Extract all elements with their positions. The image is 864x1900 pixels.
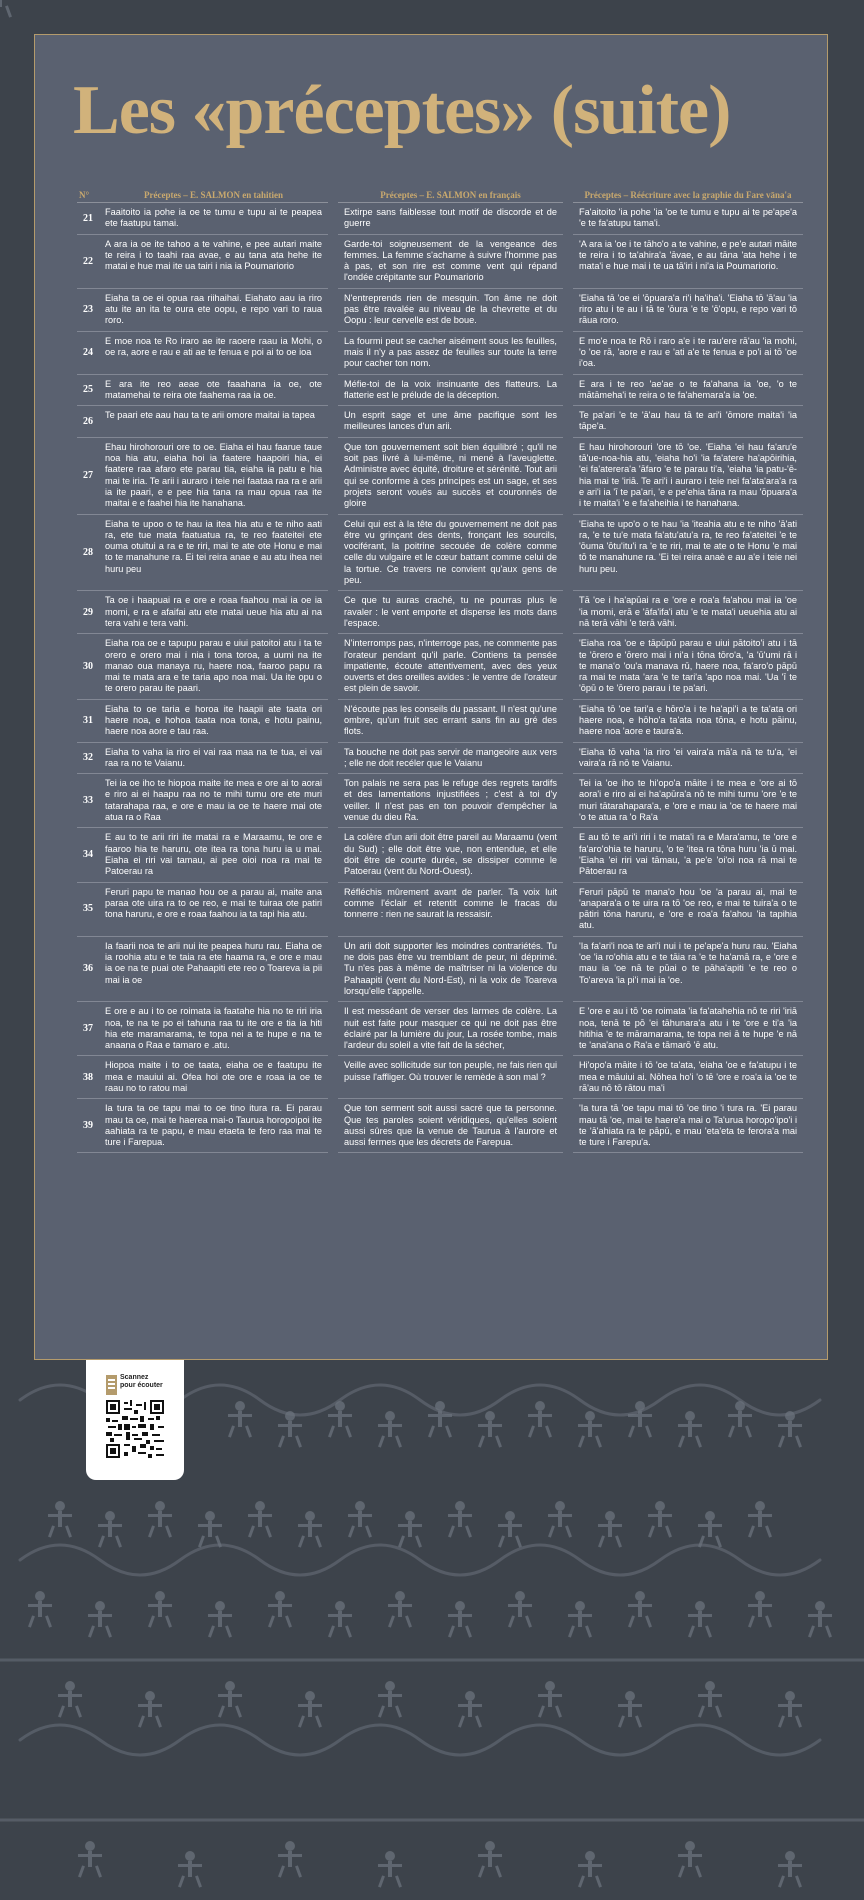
precept-reecriture: 'Eiaha tō 'oe tari'a e hōro'a i te ha'api'i a te ta'ata ori haere noa, e hōho'a ta'ata noa tōna, e hotu pāinu, haere noa 'aore e taura'a. bbox=[568, 699, 803, 742]
precept-number: 33 bbox=[77, 774, 99, 828]
table-row bbox=[77, 591, 803, 634]
precept-tahitien: Ia faarii noa te arii nui ite peapea huru rau. Eiaha oe ia roohia atu e te taia ra ete haama ra, e ore e mau ia oe na te puai ote Pahaapiti ete reo o Toareva ia pii mai ia oe bbox=[99, 936, 333, 1001]
table-row bbox=[77, 288, 803, 331]
table-row bbox=[77, 936, 803, 1001]
table-row bbox=[77, 234, 803, 288]
precept-tahitien: Eiaha to vaha ia riro ei vai raa maa na te tua, ei vai raa ra no te Vaianu. bbox=[99, 742, 333, 774]
precept-number: 30 bbox=[77, 634, 99, 699]
precept-francais: Ta bouche ne doit pas servir de mangeoire aux vers ; elle ne doit recéler que le Vaianu bbox=[333, 742, 568, 774]
precept-number: 24 bbox=[77, 331, 99, 374]
precept-number: 29 bbox=[77, 591, 99, 634]
precepts-table bbox=[77, 187, 803, 1153]
table-row bbox=[77, 203, 803, 235]
table-row bbox=[77, 742, 803, 774]
precept-francais: Que ton gouvernement soit bien équilibré ; qu'il ne soit pas livré à lui-même, ni mené à l'aveuglette. Administre avec équité, droiture et sérénité. Tout arii qui se conforme à ces principes est un sage, et ses projets seront voués au succès et couronnés de gloire bbox=[333, 437, 568, 514]
precept-francais: N'écoute pas les conseils du passant. Il n'est qu'une ombre, qu'un fruit sec errant sans fin au gré des flots. bbox=[333, 699, 568, 742]
precept-tahitien: Eiaha te upoo o te hau ia itea hia atu e te niho aati ra, ete tue mata faatuatua ra, te reo faateitei ete ouma otuitui a ra e te riri, mai te ate ote Honu e mai to te manahune ra. Ei tei reira anae e au atu ihea nei huru peu bbox=[99, 514, 333, 591]
precept-reecriture: 'Eiaha roa 'oe e tāpūpū parau e uiui pātoito'i atu i tā te 'ōrero e 'ōrero mai i ni'a i tōna tōro'a, 'a 'ū'umi rā i te manaʻo 'ou'a manava rū, haere noa, fa'aro'o pāpū ra mai te mata 'ara 'e te tari'a 'apo noa mai. 'Ua 'ī te 'ōpū o te 'ōrero parau i te pa'ari. bbox=[568, 634, 803, 699]
precept-tahitien: Ta oe i haapuai ra e ore e roaa faahou mai ia oe ia momi, e ra e afaifai atu ete matai ueue hia atu ai na tera vahi e tera vahi. bbox=[99, 591, 333, 634]
precept-reecriture: 'Ia tura tā 'oe tapu mai tō 'oe tino 'i tura ra. 'Ei parau mau tā 'oe, mai te haere'a mai o Ta'urua horopo'ipo'i i te 'ā'ahiata ra te pāpū, e mau 'eta'eta te ferora'a mai te ture i Farepu'a. bbox=[568, 1099, 803, 1153]
qr-label bbox=[120, 1374, 180, 1390]
precept-francais: Garde-toi soigneusement de la vengeance des femmes. La femme s'acharne à suivre l'homme pas à pas, et son rire est comme vent qui répand l'ondée crépitante sur Poumariorio bbox=[333, 234, 568, 288]
precept-reecriture: E au tō te ari'i riri i te mata'i ra e Mara'amu, te 'ore e fa'aro'ohia te haruru, 'o te 'itea ra tōna huru 'ia ū mai. 'Eiaha 'ei riri vai tāmau, 'a pe'e 'oi'oi noa rā mai te Pātoerau ra bbox=[568, 828, 803, 882]
precept-tahitien: E au to te arii riri ite matai ra e Maraamu, te ore e faaroo hia te haruru, ote itea ra tona huru ia u mai. Eiaha ei riri vai tamau, ai pee oioi noa ra mai te Patoerau ra bbox=[99, 828, 333, 882]
precept-reecriture: E ara i te reo 'ae'ae o te fa'ahana ia 'oe, 'o te mātāmeha'i te reira o te fa'ahemara'a ia 'oe. bbox=[568, 374, 803, 406]
precept-francais: N'entreprends rien de mesquin. Ton âme ne doit pas être ravalée au niveau de la chevrette et du Oopu : leur cervelle est de boue. bbox=[333, 288, 568, 331]
precept-reecriture: E hau hirohorouri 'ore tō 'oe. 'Eiaha 'ei hau fa'aru'e tā'ue-noa-hia atu, 'eiaha ho'i 'ia fa'atere ha'apōirihia, 'ei fa'aterera'a 'āfaro 'e te parau ti'a, 'eiaha 'ia patu-'ē-hia mai te 'iriā. Te ari'i i auraro i teie nei fa'ata'ara'a ra e ari'i ia 'ī te pa'ari, 'e e pe'ehia tāna ra mau 'ōpuara'a i te maita'i 'e e fa'aheihia i te hanahana. bbox=[568, 437, 803, 514]
precept-tahitien: Eiaha ta oe ei opua raa riihaihai. Eiahato aau ia riro atu ite an ita te oura ete oopu, e repo vari to raua roro. bbox=[99, 288, 333, 331]
table-header-row bbox=[77, 187, 803, 203]
precept-francais: Ce que tu auras craché, tu ne pourras plus le ravaler : le vent emporte et disperse les mots dans l'espace. bbox=[333, 591, 568, 634]
table-row bbox=[77, 1056, 803, 1099]
precept-tahitien: Tei ia oe iho te hiopoa maite ite mea e ore ai to aorai e riro ai ei haapu raa no te mihi tumu ore ete muri tatarahapa raa, e ore e mau ia oe te haere mai ote atua ra o Raa bbox=[99, 774, 333, 828]
table-row bbox=[77, 1099, 803, 1153]
table-row bbox=[77, 774, 803, 828]
qr-card[interactable] bbox=[86, 1360, 184, 1480]
table-row bbox=[77, 514, 803, 591]
precept-tahitien: E ara ite reo aeae ote faaahana ia oe, ote matamehai te reira ote faahema raa ia oe. bbox=[99, 374, 333, 406]
qr-code-icon[interactable] bbox=[106, 1400, 164, 1458]
precept-number: 26 bbox=[77, 406, 99, 438]
precept-reecriture: 'Eiaha tā 'oe ei 'ōpuara'a ri'i ha'iha'i. 'Eiaha tō 'ā'au 'ia riro atu i te au i tā te 'ōura 'e te 'ō'opu, e repo vari tō rāua roro. bbox=[568, 288, 803, 331]
precept-reecriture: E mo'e noa te Rō i raro a'e i te rau'ere rā'au 'ia mohi, 'o 'oe rā, 'aore e rau e 'ati a'e te fenua e po'i ai tō 'oe i'oa. bbox=[568, 331, 803, 374]
precept-francais: Réfléchis mûrement avant de parler. Ta voix luit comme l'éclair et retentit comme le fracas du tonnerre : rien ne saurait la ressaisir. bbox=[333, 882, 568, 936]
precept-francais: Extirpe sans faiblesse tout motif de discorde et de guerre bbox=[333, 203, 568, 235]
precept-number: 27 bbox=[77, 437, 99, 514]
table-row bbox=[77, 437, 803, 514]
precept-number: 21 bbox=[77, 203, 99, 235]
precept-francais: Celui qui est à la tête du gouvernement ne doit pas être vu grinçant des dents, fronçant les sourcils, vociférant, la poitrine secouée de colère comme celle du vulgaire et le cœur battant comme celui de la tortue. Ce travers ne convient qu'aux gens de peu. bbox=[333, 514, 568, 591]
precept-tahitien: E moe noa te Ro iraro ae ite raoere raau ia Mohi, o oe ra, aore e rau e ati ae te fenua e poi ai to oe ioa bbox=[99, 331, 333, 374]
header-reecriture: Préceptes – Réécriture avec la graphie du Fare vāna'a bbox=[568, 187, 803, 203]
precept-tahitien: E ore e au i to oe roimata ia faatahe hia no te riri iria noa, te na te po ei tahuna raa tu ite ore e tia ia hiti hia ete maramarama, te topa nei a te hupe e na te anaana o Raa e tamaro e .atu. bbox=[99, 1002, 333, 1056]
precept-francais: Un arii doit supporter les moindres contrariétés. Tu ne dois pas être vu tremblant de peur, ni déprimé. Tu n'es pas à même de maîtriser ni la violence du Pahaapiti (vent du Nord-Est), ni la voix de Toareva lorsqu'elle t'appelle. bbox=[333, 936, 568, 1001]
precept-number: 34 bbox=[77, 828, 99, 882]
precept-tahitien: Feruri papu te manao hou oe a parau ai, maite ana paraa ote uira ra to oe reo, e mai te tuiraa ote patiri tona haruru, e ore e roaa faahou ia ta tapi hia atu. bbox=[99, 882, 333, 936]
precept-reecriture: Te pa'ari 'e te 'ā'au hau tā te ari'i 'ōmore maita'i 'ia tāpe'a. bbox=[568, 406, 803, 438]
table-row bbox=[77, 699, 803, 742]
precept-number: 32 bbox=[77, 742, 99, 774]
precept-francais: Que ton serment soit aussi sacré que ta personne. Que tes paroles soient véridiques, qu'elles soient aussi sûres que la venue de Taurua à l'aurore et aussi fermes que les décrets de Farepua. bbox=[333, 1099, 568, 1153]
precept-francais: N'interromps pas, n'interroge pas, ne commente pas l'orateur pendant qu'il parle. Contiens ta pensée impatiente, écoute attentivement, avec des yeux ouverts et des oreilles avides : le ventre de l'orateur est plein de savoir. bbox=[333, 634, 568, 699]
precept-francais: La colère d'un arii doit être pareil au Maraamu (vent du Sud) ; elle doit être vue, non entendue, et elle doit être de courte durée, se dissiper comme le Patoerau (vent du Nord-Ouest). bbox=[333, 828, 568, 882]
precept-number: 25 bbox=[77, 374, 99, 406]
precept-reecriture: 'A ara ia 'oe i te tāho'o a te vahine, e pe'e autari māite te reira i to ta'ahira'a 'āvae, e au tāna 'ata hehe i te mata'i e hue mai i te ua tā'iri i ni'a ia Poumariorio. bbox=[568, 234, 803, 288]
precept-tahitien: Eiaha roa oe e tapupu parau e uiui patoitoi atu i ta te orero e orero mai i nia i tona toroa, a uumi na ite manao oua manaya ru, haere noa, faaroo papu ra mai te mata ara e te taria apo noa mai. Ua ite opu o te orero parau ite paari. bbox=[99, 634, 333, 699]
precept-francais: Il est messéant de verser des larmes de colère. La nuit est faite pour masquer ce qui ne doit pas être éclairé par la lumière du jour, La rosée tombe, mais l'ardeur du soleil a vite fait de la sécher, bbox=[333, 1002, 568, 1056]
precept-francais: Méfie-toi de la voix insinuante des flatteurs. La flatterie est le prélude de la déception. bbox=[333, 374, 568, 406]
precept-francais: Un esprit sage et une âme pacifique sont les meilleures lances d'un arii. bbox=[333, 406, 568, 438]
precept-francais: Ton palais ne sera pas le refuge des regrets tardifs et des lamentations injustifiées ; c'est à toi d'y veiller. Il n'est pas en ton pouvoir d'empêcher la venue du dieu Ra. bbox=[333, 774, 568, 828]
precept-reecriture: Tā 'oe i ha'apūai ra e 'ore e roa'a fa'ahou mai ia 'oe 'ia momi, erā e 'āfa'ifa'i atu 'e te mata'i ueuehia atu ai nā terā vāhi 'e terā vāhi. bbox=[568, 591, 803, 634]
header-francais: Préceptes – E. SALMON en français bbox=[333, 187, 568, 203]
precept-number: 22 bbox=[77, 234, 99, 288]
precept-reecriture: 'Eiaha te upo'o o te hau 'ia 'iteahia atu e te niho 'ā'ati ra, 'e te tu'e mata fa'atu'atu'a ra, te reo fa'ateitei 'e te 'ōuma 'ōtu'itu'i ra 'e te riri, mai te ate o te Honu 'e mai tō te manahune ra. 'Ei tei reira anaè e au a'e i teie nei huru peu. bbox=[568, 514, 803, 591]
precept-number: 38 bbox=[77, 1056, 99, 1099]
precept-number: 37 bbox=[77, 1002, 99, 1056]
precept-tahitien: Eiaha to oe taria e horoa ite haapii ate taata ori haere noa, e hohoa taata noa tona, e hotu painu, haere noa aore e tau raa. bbox=[99, 699, 333, 742]
table-row bbox=[77, 1002, 803, 1056]
precept-number: 36 bbox=[77, 936, 99, 1001]
precept-tahitien: Ehau hirohorouri ore to oe. Eiaha ei hau faarue taue noa hia atu, eiaha hoi ia faatere haapoiri hia, ei faatere raa afaro ete parau tia, eiaha ia patu e hia mai te iria. Te arii i auraro i teie nei faataa raa ra e arii ia ite paari, e e pee hia tana ra mau opua raa ite maitai e e faahei hia ite hanahana. bbox=[99, 437, 333, 514]
precept-reecriture: Feruri pāpū te mana'o hou 'oe 'a parau ai, mai te 'anapara'a o te uira ra tō 'oe reo, e mai te tuira'a o te pātiri tōna haruru, e 'ore e roa'a fa'ahou 'ia tapihia atu. bbox=[568, 882, 803, 936]
precept-tahitien: Ia tura ta oe tapu mai to oe tino itura ra. Ei parau mau ta oe, mai te haerea mai-o Taurua horopoipoi ite aahiata ra te papu, e mau etaeta te fero raa mai te ture i Farepua. bbox=[99, 1099, 333, 1153]
table-row bbox=[77, 634, 803, 699]
headphones-icon bbox=[106, 1375, 117, 1395]
precept-number: 35 bbox=[77, 882, 99, 936]
precept-number: 28 bbox=[77, 514, 99, 591]
precept-reecriture: Hi'opo'a māite i tō 'oe ta'ata, 'eiaha 'oe e fa'atupu i te mea e māuiui ai. Nōhea ho'i 'o tē 'ore e roa'a ia 'oe te rā'au nō tō rātou ma'i bbox=[568, 1056, 803, 1099]
precept-number: 23 bbox=[77, 288, 99, 331]
precept-tahitien: Faaitoito ia pohe ia oe te tumu e tupu ai te peapea ete faatupu tamai. bbox=[99, 203, 333, 235]
precept-francais: La fourmi peut se cacher aisément sous les feuilles, mais il n'y a pas assez de feuilles sur toute la terre pour cacher ton nom. bbox=[333, 331, 568, 374]
precept-reecriture: 'Eiaha tō vaha 'ia riro 'ei vaira'a mā'a nā te tu'a, 'ei vaira'a rā nō te Vaianu. bbox=[568, 742, 803, 774]
precept-francais: Veille avec sollicitude sur ton peuple, ne fais rien qui puisse l'affliger. Où trouver le remède à son mal ? bbox=[333, 1056, 568, 1099]
precepts-panel bbox=[34, 34, 828, 1360]
table-row bbox=[77, 882, 803, 936]
qr-label-line2: pour écouter bbox=[120, 1382, 163, 1389]
table-row bbox=[77, 406, 803, 438]
precept-tahitien: Te paari ete aau hau ta te arii omore maitai ia tapea bbox=[99, 406, 333, 438]
precept-reecriture: 'Ia fa'ari'i noa te ari'i nui i te pe'ape'a huru rau. 'Eiaha 'oe 'ia ro'ohia atu e te tāia ra 'e te ha'amā ra, e 'ore e mau ia 'oe nā te pūai o te pāha'apiti 'e te reo o To'areva 'ia pi'i mai ia 'oe. bbox=[568, 936, 803, 1001]
precept-tahitien: A ara ia oe ite tahoo a te vahine, e pee autari maite te reira i to taahi raa avae, e au tana ata hehe ite matai e hue mai ite ua tairi i nia ia Poumariorio bbox=[99, 234, 333, 288]
table-row bbox=[77, 331, 803, 374]
header-number: N° bbox=[77, 187, 99, 203]
table-row bbox=[77, 828, 803, 882]
precept-reecriture: E 'ore e au i tō 'oe roimata 'ia fa'atahehia nō te riri 'iriā noa, tenā te pō 'ei tāhunara'a atu i te 'ore e ti'a 'ia hitihia 'e te māramarama, te topa nei ā te hupe 'e nā te 'ana'ana o Ra'a e tāmarō 'ē atu. bbox=[568, 1002, 803, 1056]
page-title: Les «préceptes» (suite) bbox=[73, 72, 731, 149]
precept-reecriture: Tei ia 'oe iho te hi'opo'a māite i te mea e 'ore ai tō aora'i e riro ai ei ha'apūra'a nō te mihi tumu 'ore 'e te muri tātarahapara'a, e 'ore e mau ia 'oe te haere mai 'o te atua ra 'o Ra'a bbox=[568, 774, 803, 828]
precept-number: 39 bbox=[77, 1099, 99, 1153]
header-tahitien: Préceptes – E. SALMON en tahitien bbox=[99, 187, 333, 203]
qr-label-line1: Scannez bbox=[120, 1374, 149, 1381]
precept-tahitien: Hiopoa maite i to oe taata, eiaha oe e faatupu ite mea e mauiui ai. Ofea hoi ote ore e roaa ia oe te raau no to ratou mai bbox=[99, 1056, 333, 1099]
precept-number: 31 bbox=[77, 699, 99, 742]
precept-reecriture: Fa'aitoito 'ia pohe 'ia 'oe te tumu e tupu ai te pe'ape'a 'e te fa'atupu tama'i. bbox=[568, 203, 803, 235]
table-row bbox=[77, 374, 803, 406]
table-body bbox=[77, 203, 803, 1153]
